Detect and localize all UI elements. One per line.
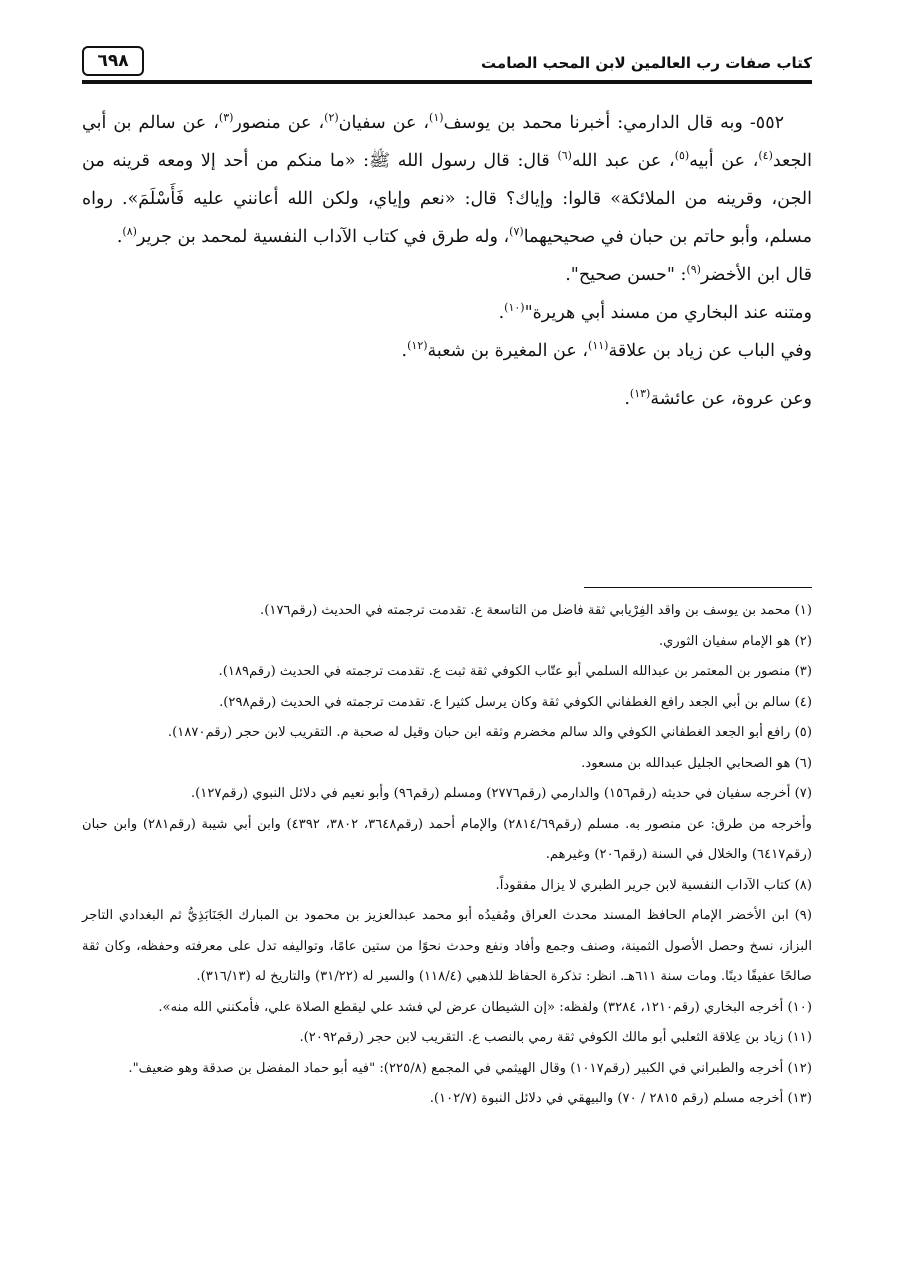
main-text (82, 104, 812, 418)
footnote-3: (٣) منصور بن المعتمر بن عبدالله السلمي أبو عتّاب الكوفي ثقة ثبت ع. تقدمت ترجمته في الحديث (رقم١٨٩). (218, 664, 812, 679)
footnote-ref-2[interactable]: (٢) (324, 111, 339, 125)
header-rule (82, 80, 812, 84)
footnote-11: (١١) زياد بن عِلاقة الثعلبي أبو مالك الكوفي ثقة رمي بالنصب ع. التقريب لابن حجر (رقم٢٠٩٢). (299, 1030, 812, 1045)
footnote-7-continued: وأخرجه من طرق: عن منصور به. مسلم (رقم٢٨١٤/٦٩) والإمام أحمد (رقم٣٦٤٨، ٣٨٠٢، ٤٣٩٢) وابن أبي شيبة (رقم٢٨١) وابن حبان (رقم٦٤١٧) والخلال في السنة (رقم٢٠٦) وغيرهم. (82, 816, 812, 862)
footnote-7: (٧) أخرجه سفيان في حديثه (رقم١٥٦) والدارمي (رقم٢٧٧٦) ومسلم (رقم٩٦) وأبو نعيم في دلائل النبوي (رقم١٢٧). (190, 786, 812, 801)
text-line-urwa: وعن عروة، عن عائشة$^{(١٣)}$. (624, 387, 812, 409)
footnote-8: (٨) كتاب الآداب النفسية لابن جرير الطبري لا يزال مفقوداً. (495, 877, 812, 893)
footnote-ref-13[interactable]: (١٣) (629, 387, 651, 401)
footnote-ref-8[interactable]: (٨) (122, 225, 137, 239)
footnote-13: (١٣) أخرجه مسلم (رقم ٢٨١٥ / ٧٠) والبيهقي في دلائل النبوة (١٠٢/٧). (429, 1091, 812, 1106)
footnote-ref-6[interactable]: (٦) (557, 149, 572, 163)
footnote-ref-4[interactable]: (٤) (758, 149, 773, 163)
footnote-ref-12[interactable]: (١٢) (407, 339, 428, 353)
footnote-2: (٢) هو الإمام سفيان الثوري. (658, 633, 812, 649)
footnote-ref-5[interactable]: (٥) (674, 149, 690, 163)
footnote-4: (٤) سالم بن أبي الجعد رافع الغطفاني الكوفي ثقة وكان يرسل كثيرا ع. تقدمت ترجمته في الحديث (رقم٢٩٨). (219, 694, 812, 710)
text-line-ziyad: وفي الباب عن زياد بن علاقة$^{(١١)}$، عن المغيرة بن شعبة$^{(١٢)}$. (401, 339, 812, 361)
footnote-5: (٥) رافع أبو الجعد الغطفاني الكوفي والد سالم مخضرم وثقه ابن حبان وقيل له صحبة م. التقريب لابن حجر (رقم١٨٧٠). (167, 725, 812, 740)
footnote-12: (١٢) أخرجه والطبراني في الكبير (رقم١٠١٧) وقال الهيثمي في المجمع (٢٢٥/٨): "فيه أبو حماد المفضل بن صدقة وهو ضعيف". (128, 1060, 812, 1076)
footnote-ref-11[interactable]: (١١) (588, 339, 609, 353)
footnote-1: (١) محمد بن يوسف بن واقد الفِرْيابي ثقة فاضل من التاسعة ع. تقدمت ترجمته في الحديث (رقم١٧٦). (260, 603, 812, 618)
footnote-6: (٦) هو الصحابي الجليل عبدالله بن مسعود. (581, 755, 812, 771)
footnote-ref-7[interactable]: (٧) (509, 225, 524, 239)
page-number: ٦٩٨ (82, 46, 144, 76)
footnote-ref-1[interactable]: (١) (429, 111, 444, 125)
footnote-ref-3[interactable]: (٣) (218, 111, 234, 125)
footnote-ref-10[interactable]: (١٠) (504, 301, 525, 315)
page-header (82, 44, 812, 80)
footnote-9: (٩) ابن الأخضر الإمام الحافظ المسند محدث العراق ومُفيدُه أبو محمد عبدالعزيز بن محمود بن المبارك الجَنَابَذِيُّ ثم البغدادي التاجر البزاز، نسخ وحصل الأصول الثمينة، وصنف وجمع وأفاد ونفع وحدث نحوًا من ستين عامًا، وتواليفه تدل على معرفته وحفظه، وكان ثقة صالحًا عفيفًا دينًا. ومات سنة ٦١١هـ. انظر: تذكرة الحفاظ للذهبي (١١٨/٤) والسير له (٣١/٢٢) والتاريخ له (٣١٦/١٣). (82, 908, 812, 984)
footnote-10: (١٠) أخرجه البخاري (رقم١٢١٠، ٣٢٨٤) ولفظه: «إن الشيطان عرض لي فشد علي ليقطع الصلاة علي، فأمكنني الله منه». (158, 999, 812, 1015)
text-line-bukhari: ومتنه عند البخاري من مسند أبي هريرة"$^{(١٠)}$. (498, 301, 812, 323)
text-line-ibn-al-akhdar: قال ابن الأخضر$^{(٩)}$: "حسن صحيح". (565, 263, 812, 285)
running-title: كتاب صفات رب العالمين لابن المحب الصامت (481, 54, 812, 72)
footnotes (82, 596, 812, 1115)
footnote-separator (584, 587, 812, 588)
footnote-ref-9[interactable]: (٩) (686, 263, 701, 277)
hadith-paragraph: ٥٥٢- وبه قال الدارمي: أخبرنا محمد بن يوسف$^{(١)}$، عن سفيان$^{(٢)}$، عن منصور$^{(٣)}$، عن سالم بن أبي الجعد$^{(٤)}$، عن أبيه$^{(٥)}$، عن عبد الله$^{(٦)}$ قال: قال رسول الله ﷺ: «ما منكم من أحد إلا ومعه قرينه من الجن، وقرينه من الملائكة» قالوا: وإياك؟ قال: «نعم وإياي، ولكن الله أعانني عليه فَأَسْلَمَ». رواه مسلم، وأبو حاتم بن حبان في صحيحيهما$^{(٧)}$، وله طرق في كتاب الآداب النفسية لمحمد بن جرير$^{(٨)}$. (82, 111, 812, 247)
